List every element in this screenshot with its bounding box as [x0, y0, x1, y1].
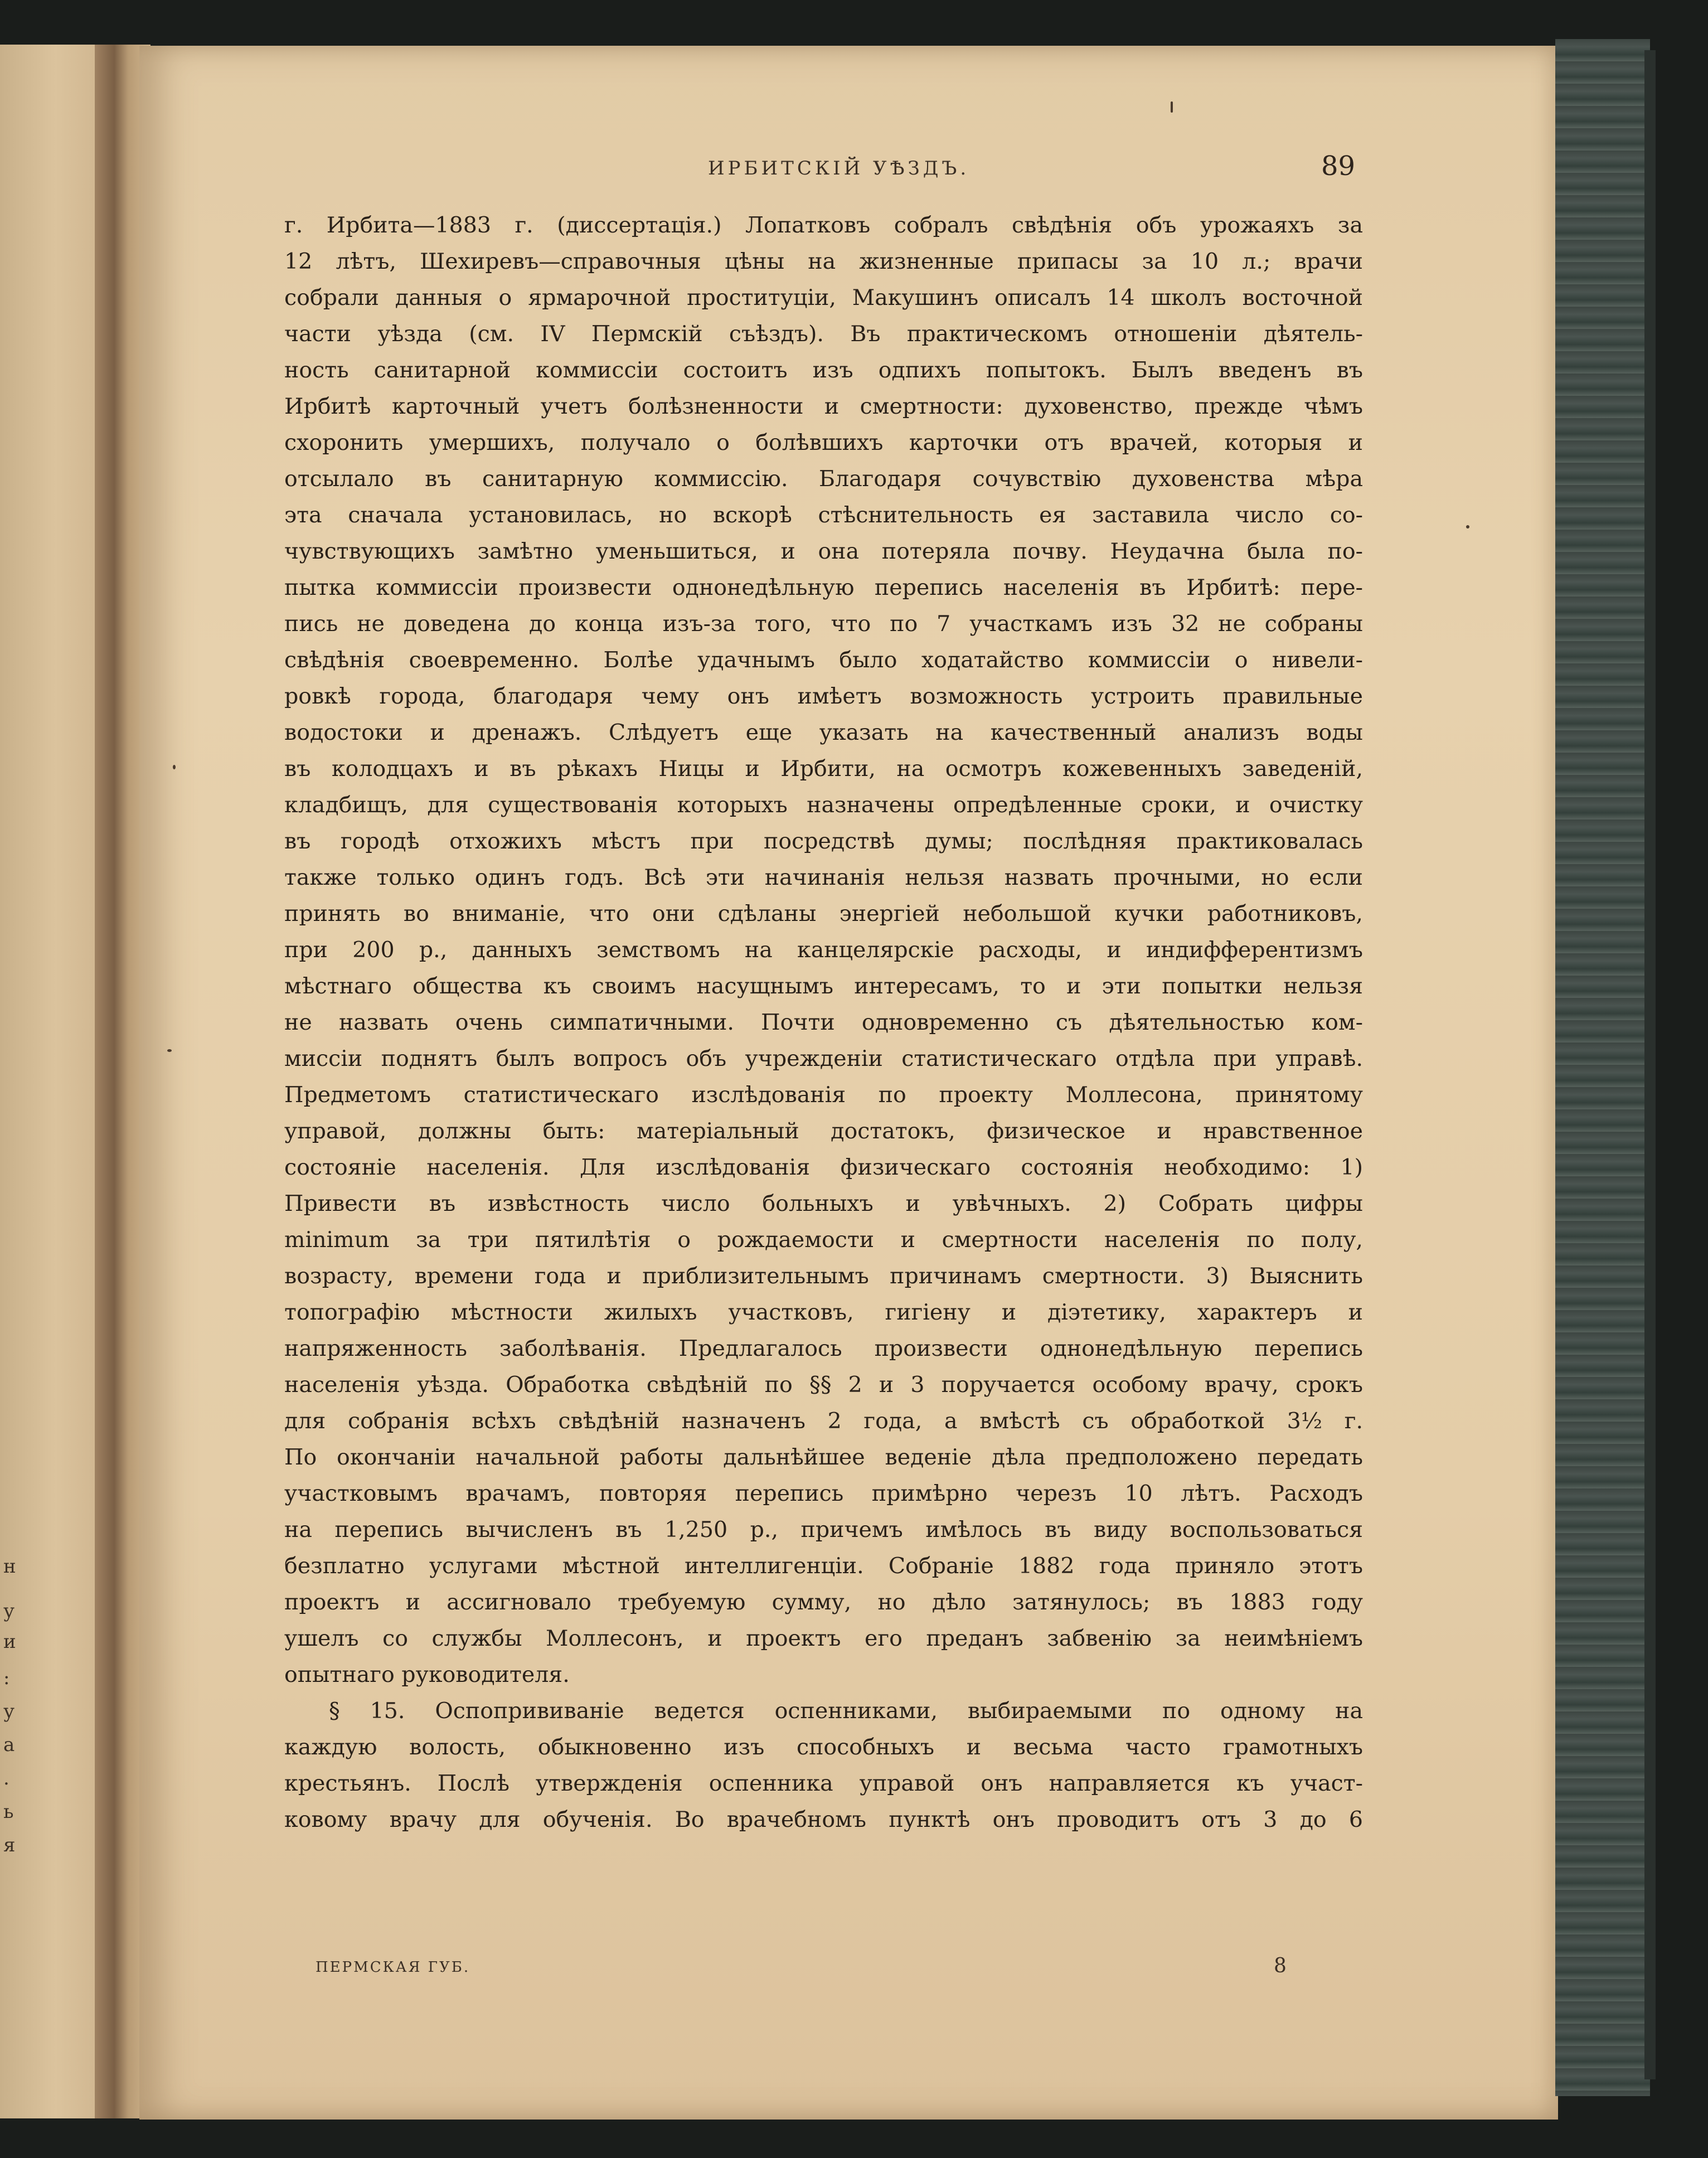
text-line: миссіи поднятъ былъ вопросъ объ учрежденіи статистическаго отдѣла при управѣ. [284, 1046, 1363, 1071]
paper-speck [173, 765, 176, 769]
text-line: управой, должны быть: матеріальный достатокъ, физическое и нравственное [284, 1118, 1363, 1144]
page-header [139, 151, 1558, 202]
text-line: мѣстнаго общества къ своимъ насущнымъ интересамъ, то и эти попытки нельзя [284, 973, 1363, 999]
text-line: опытнаго руководителя. [284, 1662, 570, 1687]
text-line: кладбищъ, для существованія которыхъ назначены опредѣленные сроки, и очистку [284, 792, 1363, 818]
text-line: для собранія всѣхъ свѣдѣній назначенъ 2 года, а вмѣстѣ съ обработкой 3½ г. [284, 1408, 1363, 1434]
text-line: водостоки и дренажъ. Слѣдуетъ еще указать на качественный анализъ воды [284, 720, 1363, 745]
book-page [139, 46, 1558, 2120]
text-line: безплатно услугами мѣстной интеллигенціи. Собраніе 1882 года приняло этотъ [284, 1553, 1363, 1579]
running-head: ИРБИТСКІЙ УѢЗДЪ. [708, 157, 970, 180]
text-line: ковому врачу для обученія. Во врачебномъ пунктѣ онъ проводитъ отъ 3 до 6 [284, 1807, 1363, 1832]
paper-speck [167, 1049, 172, 1052]
text-line: Ирбитѣ карточный учетъ болѣзненности и смертности: духовенство, прежде чѣмъ [284, 394, 1363, 419]
text-line: при 200 р., данныхъ земствомъ на канцелярскіе расходы, и индифферентизмъ [284, 937, 1363, 963]
text-line: не назвать очень симпатичными. Почти одновременно съ дѣятельностью ком- [284, 1010, 1363, 1035]
margin-char: ь [3, 1801, 14, 1823]
margin-char: я [3, 1834, 16, 1856]
text-line: въ колодцахъ и въ рѣкахъ Ницы и Ирбити, на осмотръ кожевенныхъ заведеній, [284, 756, 1363, 782]
text-line: По окончаніи начальной работы дальнѣйшее веденіе дѣла предположено передать [284, 1444, 1363, 1470]
text-line: въ городѣ отхожихъ мѣстъ при посредствѣ думы; послѣдняя практиковалась [284, 828, 1363, 854]
text-line: напряженность заболѣванія. Предлагалось произвести однонедѣльную перепись [284, 1336, 1363, 1361]
text-line: Предметомъ статистическаго изслѣдованія по проекту Моллесона, принятому [284, 1082, 1363, 1108]
text-line: пись не доведена до конца изъ-за того, что по 7 участкамъ изъ 32 не собраны [284, 611, 1363, 637]
text-line: состояніе населенія. Для изслѣдованія физическаго состоянія необходимо: 1) [284, 1155, 1363, 1180]
paper-speck [1171, 101, 1173, 113]
text-line: Привести въ извѣстность число больныхъ и увѣчныхъ. 2) Собрать цифры [284, 1191, 1363, 1216]
text-line: свѣдѣнія своевременно. Болѣе удачнымъ было ходатайство коммиссіи о нивели- [284, 647, 1363, 673]
text-line: топографію мѣстности жилыхъ участковъ, гигіену и діэтетику, характеръ и [284, 1299, 1363, 1325]
text-line: minimum за три пятилѣтія о рождаемости и смертности населенія по полу, [284, 1227, 1363, 1253]
text-line: проектъ и ассигновало требуемую сумму, но дѣло затянулось; въ 1883 году [284, 1589, 1363, 1615]
book-cover-edge [1555, 39, 1650, 2096]
margin-char: и [3, 1631, 16, 1653]
text-line: схоронить умершихъ, получало о болѣвшихъ карточки отъ врачей, которыя и [284, 430, 1363, 455]
text-line: г. Ирбита—1883 г. (диссертація.) Лопатковъ собралъ свѣдѣнія объ урожаяхъ за [284, 212, 1363, 238]
paper-speck [1466, 525, 1469, 528]
text-line: эта сначала установилась, но вскорѣ стѣснительность ея заставила число со- [284, 502, 1363, 528]
text-line: возрасту, времени года и приблизительнымъ причинамъ смертности. 3) Выяснить [284, 1263, 1363, 1289]
paragraph-start-line: § 15. Оспопрививаніе ведется оспенниками, выбираемыми по одному на [329, 1698, 1363, 1724]
text-line: также только одинъ годъ. Всѣ эти начинанія нельзя назвать прочными, но если [284, 865, 1363, 890]
text-line: чувствующихъ замѣтно уменьшиться, и она потеряла почву. Неудачна была по- [284, 539, 1363, 564]
text-line: на перепись вычисленъ въ 1,250 р., причемъ имѣлось въ виду воспользоваться [284, 1517, 1363, 1543]
text-line: принять во вниманіе, что они сдѣланы энергіей небольшой кучки работниковъ, [284, 901, 1363, 927]
margin-char: у [3, 1700, 15, 1723]
printer-signature: ПЕРМСКАЯ ГУБ. [316, 1959, 470, 1976]
text-line: ность санитарной коммиссіи состоитъ изъ одпихъ попытокъ. Былъ введенъ въ [284, 357, 1363, 383]
margin-char: у [3, 1600, 15, 1622]
text-line: населенія уѣзда. Обработка свѣдѣній по §§ 2 и 3 поручается особому врачу, срокъ [284, 1372, 1363, 1398]
text-line: крестьянъ. Послѣ утвержденія оспенника управой онъ направляется къ участ- [284, 1771, 1363, 1796]
margin-char: а [3, 1734, 15, 1756]
text-line: собрали данныя о ярмарочной проституціи, Макушинъ описалъ 14 школъ восточной [284, 285, 1363, 311]
previous-page-margin-text [0, 45, 22, 2118]
book-cover-border [1644, 50, 1656, 2079]
text-line: отсылало въ санитарную коммиссію. Благодаря сочувствію духовенства мѣра [284, 466, 1363, 492]
text-line: участковымъ врачамъ, повторяя перепись примѣрно черезъ 10 лѣтъ. Расходъ [284, 1481, 1363, 1506]
text-line: 12 лѣтъ, Шехиревъ—справочныя цѣны на жизненные припасы за 10 л.; врачи [284, 249, 1363, 274]
body-text [284, 207, 1363, 1838]
page-footer [139, 1955, 1558, 1992]
text-line: ровкѣ города, благодаря чему онъ имѣетъ возможность устроить правильные [284, 683, 1363, 709]
text-line: ушелъ со службы Моллесонъ, и проектъ его преданъ забвенію за неимѣніемъ [284, 1626, 1363, 1651]
text-line: части уѣзда (см. IV Пермскій съѣздъ). Въ практическомъ отношеніи дѣятель- [284, 321, 1363, 347]
text-line: каждую волость, обыкновенно изъ способныхъ и весьма часто грамотныхъ [284, 1734, 1363, 1760]
sheet-number: 8 [1274, 1955, 1287, 1977]
page-number: 89 [1321, 151, 1356, 182]
text-line: пытка коммиссіи произвести однонедѣльную перепись населенія въ Ирбитѣ: пере- [284, 575, 1363, 600]
margin-char: . [3, 1767, 9, 1790]
margin-char: : [3, 1667, 10, 1689]
margin-char: н [3, 1555, 16, 1578]
